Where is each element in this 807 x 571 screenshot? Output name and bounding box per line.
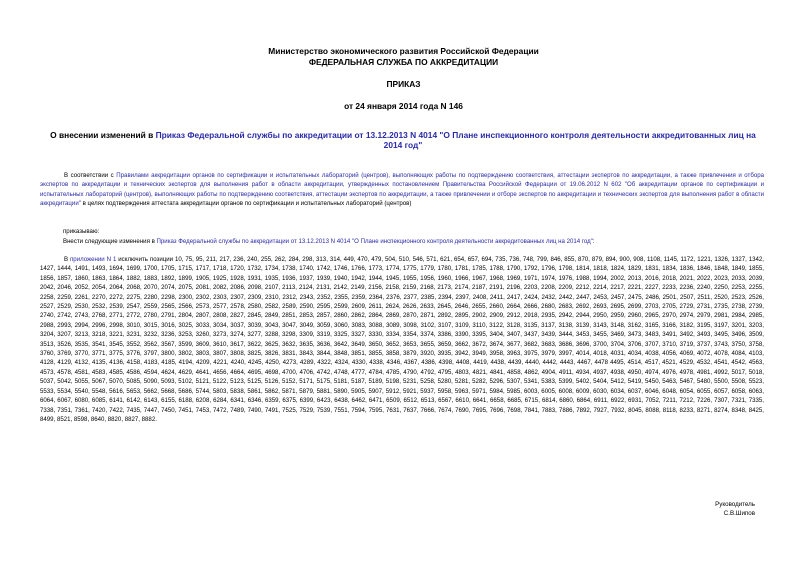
paragraph-positions: [40, 255, 764, 424]
appendix-1-link[interactable]: приложении N 1: [70, 256, 117, 263]
document-date: от 24 января 2014 года N 146: [344, 101, 463, 111]
title-prefix: О внесении изменений в: [50, 130, 156, 140]
paragraph-positions-text-start: В: [64, 256, 70, 263]
positions-list: исключить позиции 10, 75, 95, 211, 217, 236, 240, 255, 262, 284, 298, 313, 314, 449, 470, 479, 504, 510, 546, 571, 621, 654, 657, 694, 735, 736, 748, 799, 846, 855, 870, 879, 894, 900, 908, 1108, 1145, 1172, 1221, 1326, 1327, 1342, 1427, 1444, 1491, 1493, 1694, 1699, 1700, 1705, 1715, 1717, 1718, 1720, 1732, 1734, 1738, 1740, 1742, 1746, 1766, 1773, 1774, 1775, 1779, 1780, 1781, 1785, 1788, 1790, 1792, 1796, 1798, 1814, 1818, 1824, 1829, 1831, 1834, 1836, 1846, 1848, 1849, 1855, 1856, 1857, 1860, 1863, 1864, 1882, 1883, 1892, 1899, 1905, 1925, 1928, 1931, 1935, 1936, 1937, 1939, 1940, 1942, 1944, 1945, 1955, 1956, 1960, 1966, 1967, 1968, 1969, 1971, 1974, 1976, 1988, 1994, 2002, 2013, 2016, 2018, 2021, 2022, 2023, 2033, 2039, 2042, 2046, 2052, 2054, 2064, 2068, 2070, 2074, 2075, 2081, 2082, 2086, 2098, 2107, 2113, 2124, 2131, 2142, 2149, 2156, 2158, 2159, 2168, 2173, 2174, 2187, 2191, 2196, 2203, 2208, 2209, 2212, 2214, 2217, 2221, 2227, 2233, 2236, 2240, 2250, 2253, 2255, 2258, 2259, 2261, 2270, 2272, 2275, 2280, 2298, 2300, 2302, 2303, 2307, 2309, 2310, 2312, 2343, 2352, 2355, 2359, 2364, 2376, 2377, 2385, 2394, 2397, 2408, 2411, 2417, 2424, 2432, 2442, 2447, 2453, 2457, 2475, 2486, 2501, 2507, 2511, 2520, 2523, 2526, 2527, 2529, 2530, 2532, 2539, 2547, 2559, 2565, 2566, 2573, 2577, 2578, 2580, 2582, 2589, 2590, 2595, 2599, 2609, 2611, 2624, 2626, 2633, 2645, 2646, 2655, 2660, 2664, 2666, 2680, 2683, 2692, 2693, 2695, 2699, 2703, 2705, 2729, 2731, 2735, 2738, 2739, 2740, 2742, 2743, 2768, 2771, 2772, 2780, 2791, 2804, 2807, 2808, 2827, 2845, 2849, 2851, 2853, 2857, 2860, 2862, 2864, 2869, 2870, 2871, 2892, 2895, 2902, 2909, 2912, 2918, 2935, 2942, 2944, 2950, 2959, 2960, 2965, 2970, 2974, 2979, 2981, 2984, 2985, 2988, 2993, 2994, 2996, 2998, 3010, 3015, 3016, 3025, 3033, 3034, 3037, 3039, 3043, 3047, 3049, 3059, 3060, 3083, 3088, 3089, 3098, 3102, 3107, 3109, 3110, 3122, 3128, 3135, 3137, 3138, 3139, 3143, 3148, 3162, 3165, 3166, 3182, 3195, 3197, 3201, 3203, 3204, 3207, 3213, 3218, 3221, 3231, 3232, 3236, 3253, 3260, 3273, 3274, 3277, 3288, 3298, 3309, 3319, 3325, 3327, 3330, 3334, 3354, 3374, 3386, 3390, 3395, 3404, 3407, 3437, 3439, 3444, 3453, 3455, 3469, 3473, 3483, 3491, 3492, 3493, 3495, 3496, 3509, 3513, 3526, 3535, 3541, 3545, 3552, 3562, 3567, 3599, 3609, 3610, 3617, 3622, 3625, 3632, 3635, 3636, 3642, 3649, 3650, 3652, 3653, 3655, 3659, 3662, 3672, 3674, 3677, 3682, 3683, 3686, 3696, 3700, 3704, 3706, 3707, 3710, 3719, 3737, 3743, 3750, 3758, 3760, 3769, 3770, 3771, 3775, 3776, 3797, 3800, 3802, 3803, 3807, 3808, 3825, 3826, 3831, 3843, 3844, 3848, 3851, 3855, 3858, 3879, 3920, 3935, 3942, 3949, 3958, 3963, 3975, 3979, 3997, 4014, 4018, 4031, 4034, 4038, 4056, 4069, 4072, 4078, 4084, 4103, 4128, 4129, 4132, 4135, 4136, 4158, 4183, 4185, 4194, 4209, 4221, 4240, 4245, 4250, 4273, 4289, 4322, 4324, 4330, 4338, 4346, 4367, 4386, 4398, 4408, 4419, 4438, 4439, 4440, 4442, 4443, 4467, 4478 4495, 4514, 4517, 4521, 4529, 4532, 4541, 4542, 4563, 4573, 4578, 4581, 4583, 4585, 4586, 4594, 4624, 4629, 4641, 4656, 4664, 4695, 4698, 4700, 4706, 4742, 4748, 4777, 4784, 4785, 4790, 4792, 4795, 4803, 4821, 4841, 4858, 4862, 4904, 4911, 4934, 4937, 4938, 4950, 4974, 4976, 4978, 4981, 4992, 5017, 5018, 5037, 5042, 5055, 5067, 5070, 5085, 5090, 5093, 5102, 5121, 5122, 5123, 5125, 5126, 5152, 5171, 5175, 5181, 5187, 5189, 5198, 5231, 5258, 5280, 5281, 5282, 5296, 5307, 5341, 5383, 5399, 5402, 5404, 5412, 5419, 5450, 5463, 5467, 5480, 5500, 5508, 5523, 5533, 5534, 5540, 5548, 5616, 5653, 5662, 5668, 5686, 5744, 5803, 5838, 5861, 5862, 5871, 5879, 5881, 5890, 5905, 5907, 5912, 5921, 5937, 5958, 5963, 5971, 5984, 5985, 6003, 6005, 6008, 6009, 6030, 6034, 6037, 6046, 6048, 6054, 6055, 6057, 6058, 6063, 6064, 6067, 6080, 6085, 6141, 6142, 6143, 6155, 6188, 6208, 6284, 6341, 6346, 6359, 6375, 6399, 6423, 6438, 6462, 6471, 6509, 6512, 6513, 6567, 6610, 6641, 6658, 6685, 6715, 6814, 6860, 6864, 6911, 6922, 6931, 7052, 7211, 7212, 7226, 7307, 7321, 7335, 7338, 7351, 7361, 7420, 7422, 7435, 7447, 7450, 7451, 7453, 7472, 7489, 7490, 7491, 7525, 7529, 7539, 7551, 7594, 7595, 7631, 7637, 7666, 7674, 7690, 7695, 7696, 7698, 7841, 7883, 7886, 7892, 7927, 7932, 8045, 8088, 8118, 8233, 8271, 8274, 8348, 8425, 8499, 8521, 8598, 8640, 8820, 8827, 8882.: [40, 256, 764, 423]
paragraph-order-word: приказываю:: [63, 228, 100, 235]
paragraph-basis-text-start: В соответствии с: [64, 172, 117, 179]
paragraph-changes-text-end: :: [592, 238, 595, 245]
ministry-name: Министерство экономического развития Российской Федерации: [268, 46, 539, 56]
document-title: [48, 130, 758, 150]
signature-name: С.В.Шипов: [723, 510, 755, 517]
changes-order-link[interactable]: Приказ Федеральной службы по аккредитации от 13.12.2013 N 4014 "О Плане инспекционного контроля деятельности аккредитованных лиц на 2014 год": [156, 238, 593, 245]
title-order-link[interactable]: Приказ Федеральной службы по аккредитации от 13.12.2013 N 4014 "О Плане инспекционного контроля деятельности аккредитованных лиц на 2014 год": [155, 130, 756, 150]
service-name: ФЕДЕРАЛЬНАЯ СЛУЖБА ПО АККРЕДИТАЦИИ: [308, 57, 499, 67]
paragraph-changes-text-start: Внести следующие изменения в: [63, 238, 157, 245]
paragraph-changes: [63, 237, 763, 246]
signature-position: Руководитель: [715, 501, 755, 508]
document-type: ПРИКАЗ: [386, 79, 421, 89]
paragraph-basis-text-end: в целях подтверждения аттестата аккредитации органов по сертификации и испытательных лабораторий (центров): [80, 200, 412, 208]
accreditation-rules-link[interactable]: Правилами аккредитации органов по сертификации и испытательных лабораторий (центров), выполняющих работы по подтверждению соответствия, аттестации экспертов по аккредитации, а также привлечения и отбора экспертов по аккредитации и технических экспертов для выполнения работ в области аккредитации, утвержденных постановлением Правительства Российской Федерации от 19.06.2012 N 602 "Об аккредитации органов по сертификации и испытательных лабораторий (центров), выполняющих работы по подтверждению соответствия, аттестации экспертов по аккредитации, а также привлечении и отборе экспертов по аккредитации и технических экспертов для выполнения работ в области аккредитации": [40, 172, 764, 208]
paragraph-basis: [40, 171, 764, 209]
